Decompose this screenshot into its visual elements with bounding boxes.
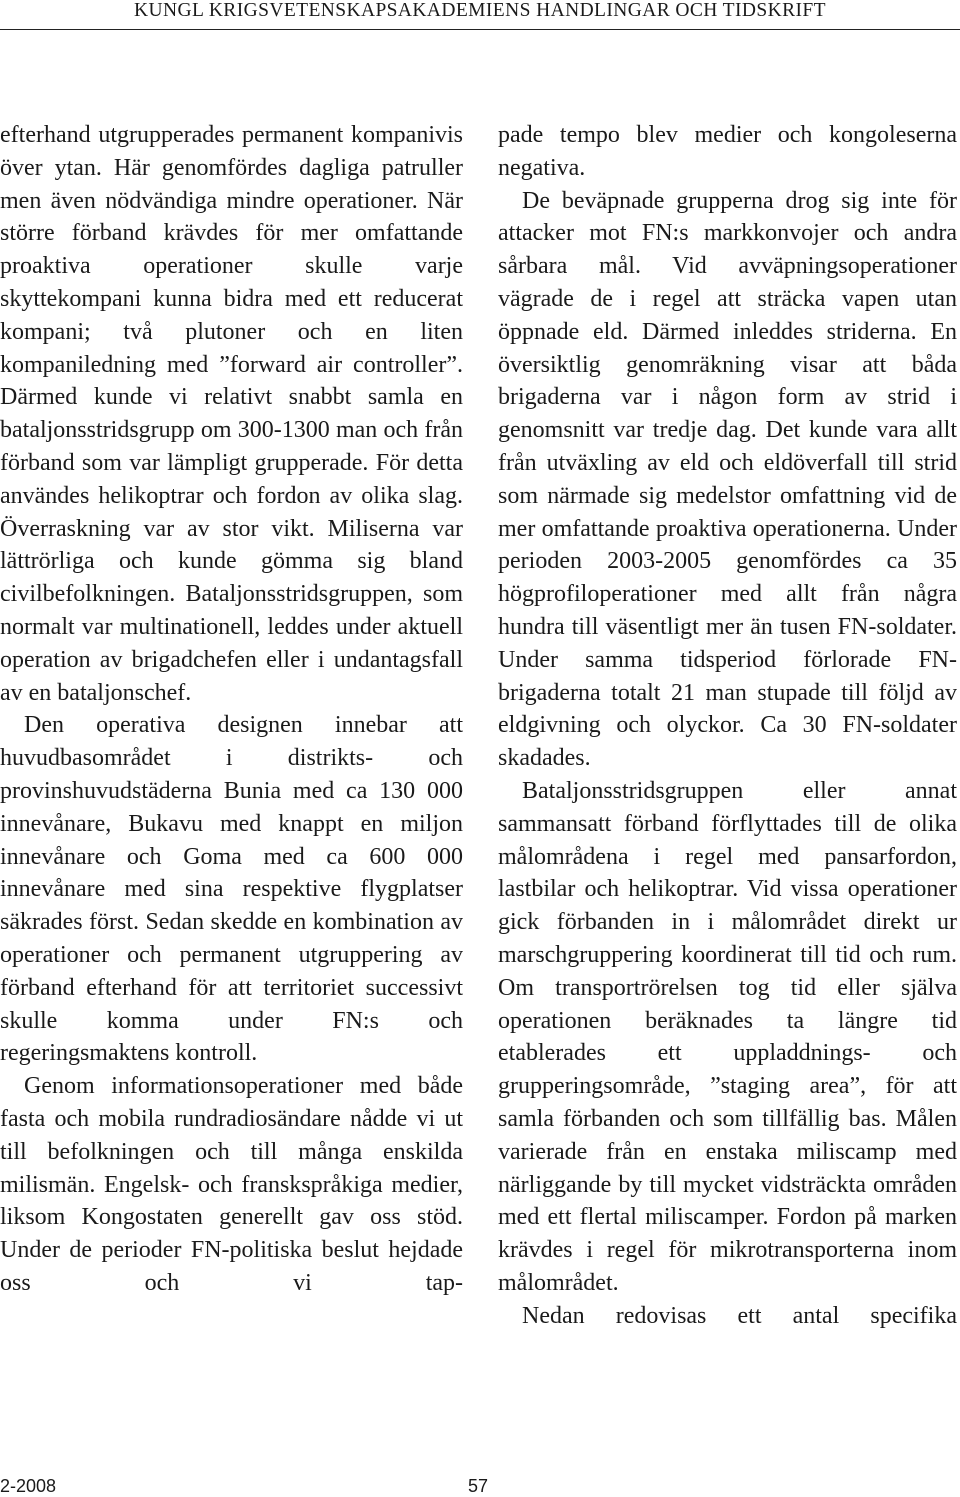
paragraph: De beväpnade grupperna drog sig inte för attacker mot FN:s markkonvojer och andra sårbara mål. Vid avväpningsoperationer vägrade de i regel att sträcka vapen utan öppnade eld. Därmed inleddes striderna. En översiktlig genomräkning visar att båda brigaderna var i någon form av strid i genomsnitt var tredje dag. Det kunde vara allt från utväxling av eld och eldöverfall till strid som närmade sig medelstor omfattning vid de mer omfattande proaktiva operationerna. Under perioden 2003-2005 genomfördes ca 35 högprofiloperationer med allt från några hundra till väsentligt mer än tusen FN-soldater. Under samma tidsperiod förlorade FN-brigaderna totalt 21 man stupade till följd av eldgivning och olyckor. Ca 30 FN-soldater skadades. xyxy=(498,187,957,772)
journal-title: KUNGL KRIGSVETENSKAPSAKADEMIENS HANDLINGAR OCH TIDSKRIFT xyxy=(134,0,826,21)
paragraph: efterhand utgrupperades permanent kompanivis över ytan. Här genomfördes dagliga patruller men även nödvändiga mindre operationer. När större förband krävdes för mer omfattande proaktiva operationer skulle varje skyttekompani kunna bidra med ett reducerat kompani; två plutoner och en liten kompaniledning med ”forward air controller”. Därmed kunde vi relativt snabbt samla en bataljonsstridsgrupp om 300-1300 man och från förband som var lämpligt grupperade. För detta användes helikoptrar och fordon av olika slag. Överraskning var av stor vikt. Miliserna var lättrörliga och kunde gömma sig bland civilbefolkningen. Bataljonsstridsgruppen, som normalt var multinationell, leddes under aktuell operation av brigadchefen eller i undantagsfall av en bataljonschef. xyxy=(0,122,463,706)
paragraph: Genom informationsoperationer med både fasta och mobila rundradiosändare nådde vi ut till befolkningen och till många enskilda milismän. Engelsk- och franskspråkiga medier, liksom Kongostaten generellt gav oss stöd. Under de perioder FN-politiska beslut hejdade oss och vi tap- xyxy=(0,1073,463,1296)
paragraph: pade tempo blev medier och kongoleserna negativa. xyxy=(498,122,957,181)
paragraph: Nedan redovisas ett antal specifika xyxy=(522,1302,957,1329)
page-number: 57 xyxy=(468,1476,489,1496)
paragraph: Bataljonsstridsgruppen eller annat sammansatt förband förflyttades till de olika målområdena i regel med pansarfordon, lastbilar och helikoptrar. Vid vissa operationer gick förbanden in i målområdet direkt ur marschgruppering koordinerat till tid och rum. Om transportrörelsen tog tid eller själva operationen beräknades ta längre tid etablerades ett uppladdnings- och grupperingsområde, ”staging area”, för att samla förbanden och som tillfällig bas. Målen varierade från en enstaka miliscamp med närliggande by till mycket vidsträckta områden med ett flertal miliscamper. Fordon på marken krävdes i regel för mikrotransporterna inom målområdet. xyxy=(498,777,957,1296)
left-column xyxy=(0,119,463,1300)
issue-number: 2-2008 xyxy=(0,1476,57,1496)
right-column xyxy=(498,119,957,1332)
header-rule xyxy=(0,29,960,30)
running-header xyxy=(0,0,960,46)
paragraph: Den operativa designen innebar att huvudbasområdet i distrikts- och provinshuvudstäderna Bunia med ca 130 000 innevånare, Bukavu med knappt en miljon innevånare och Goma med ca 600 000 innevånare med sina respektive flygplatser säkrades först. Sedan skedde en kombination av operationer och permanent utgruppering av förband efterhand för att territoriet successivt skulle komma under FN:s och regeringsmaktens kontroll. xyxy=(0,712,463,1067)
